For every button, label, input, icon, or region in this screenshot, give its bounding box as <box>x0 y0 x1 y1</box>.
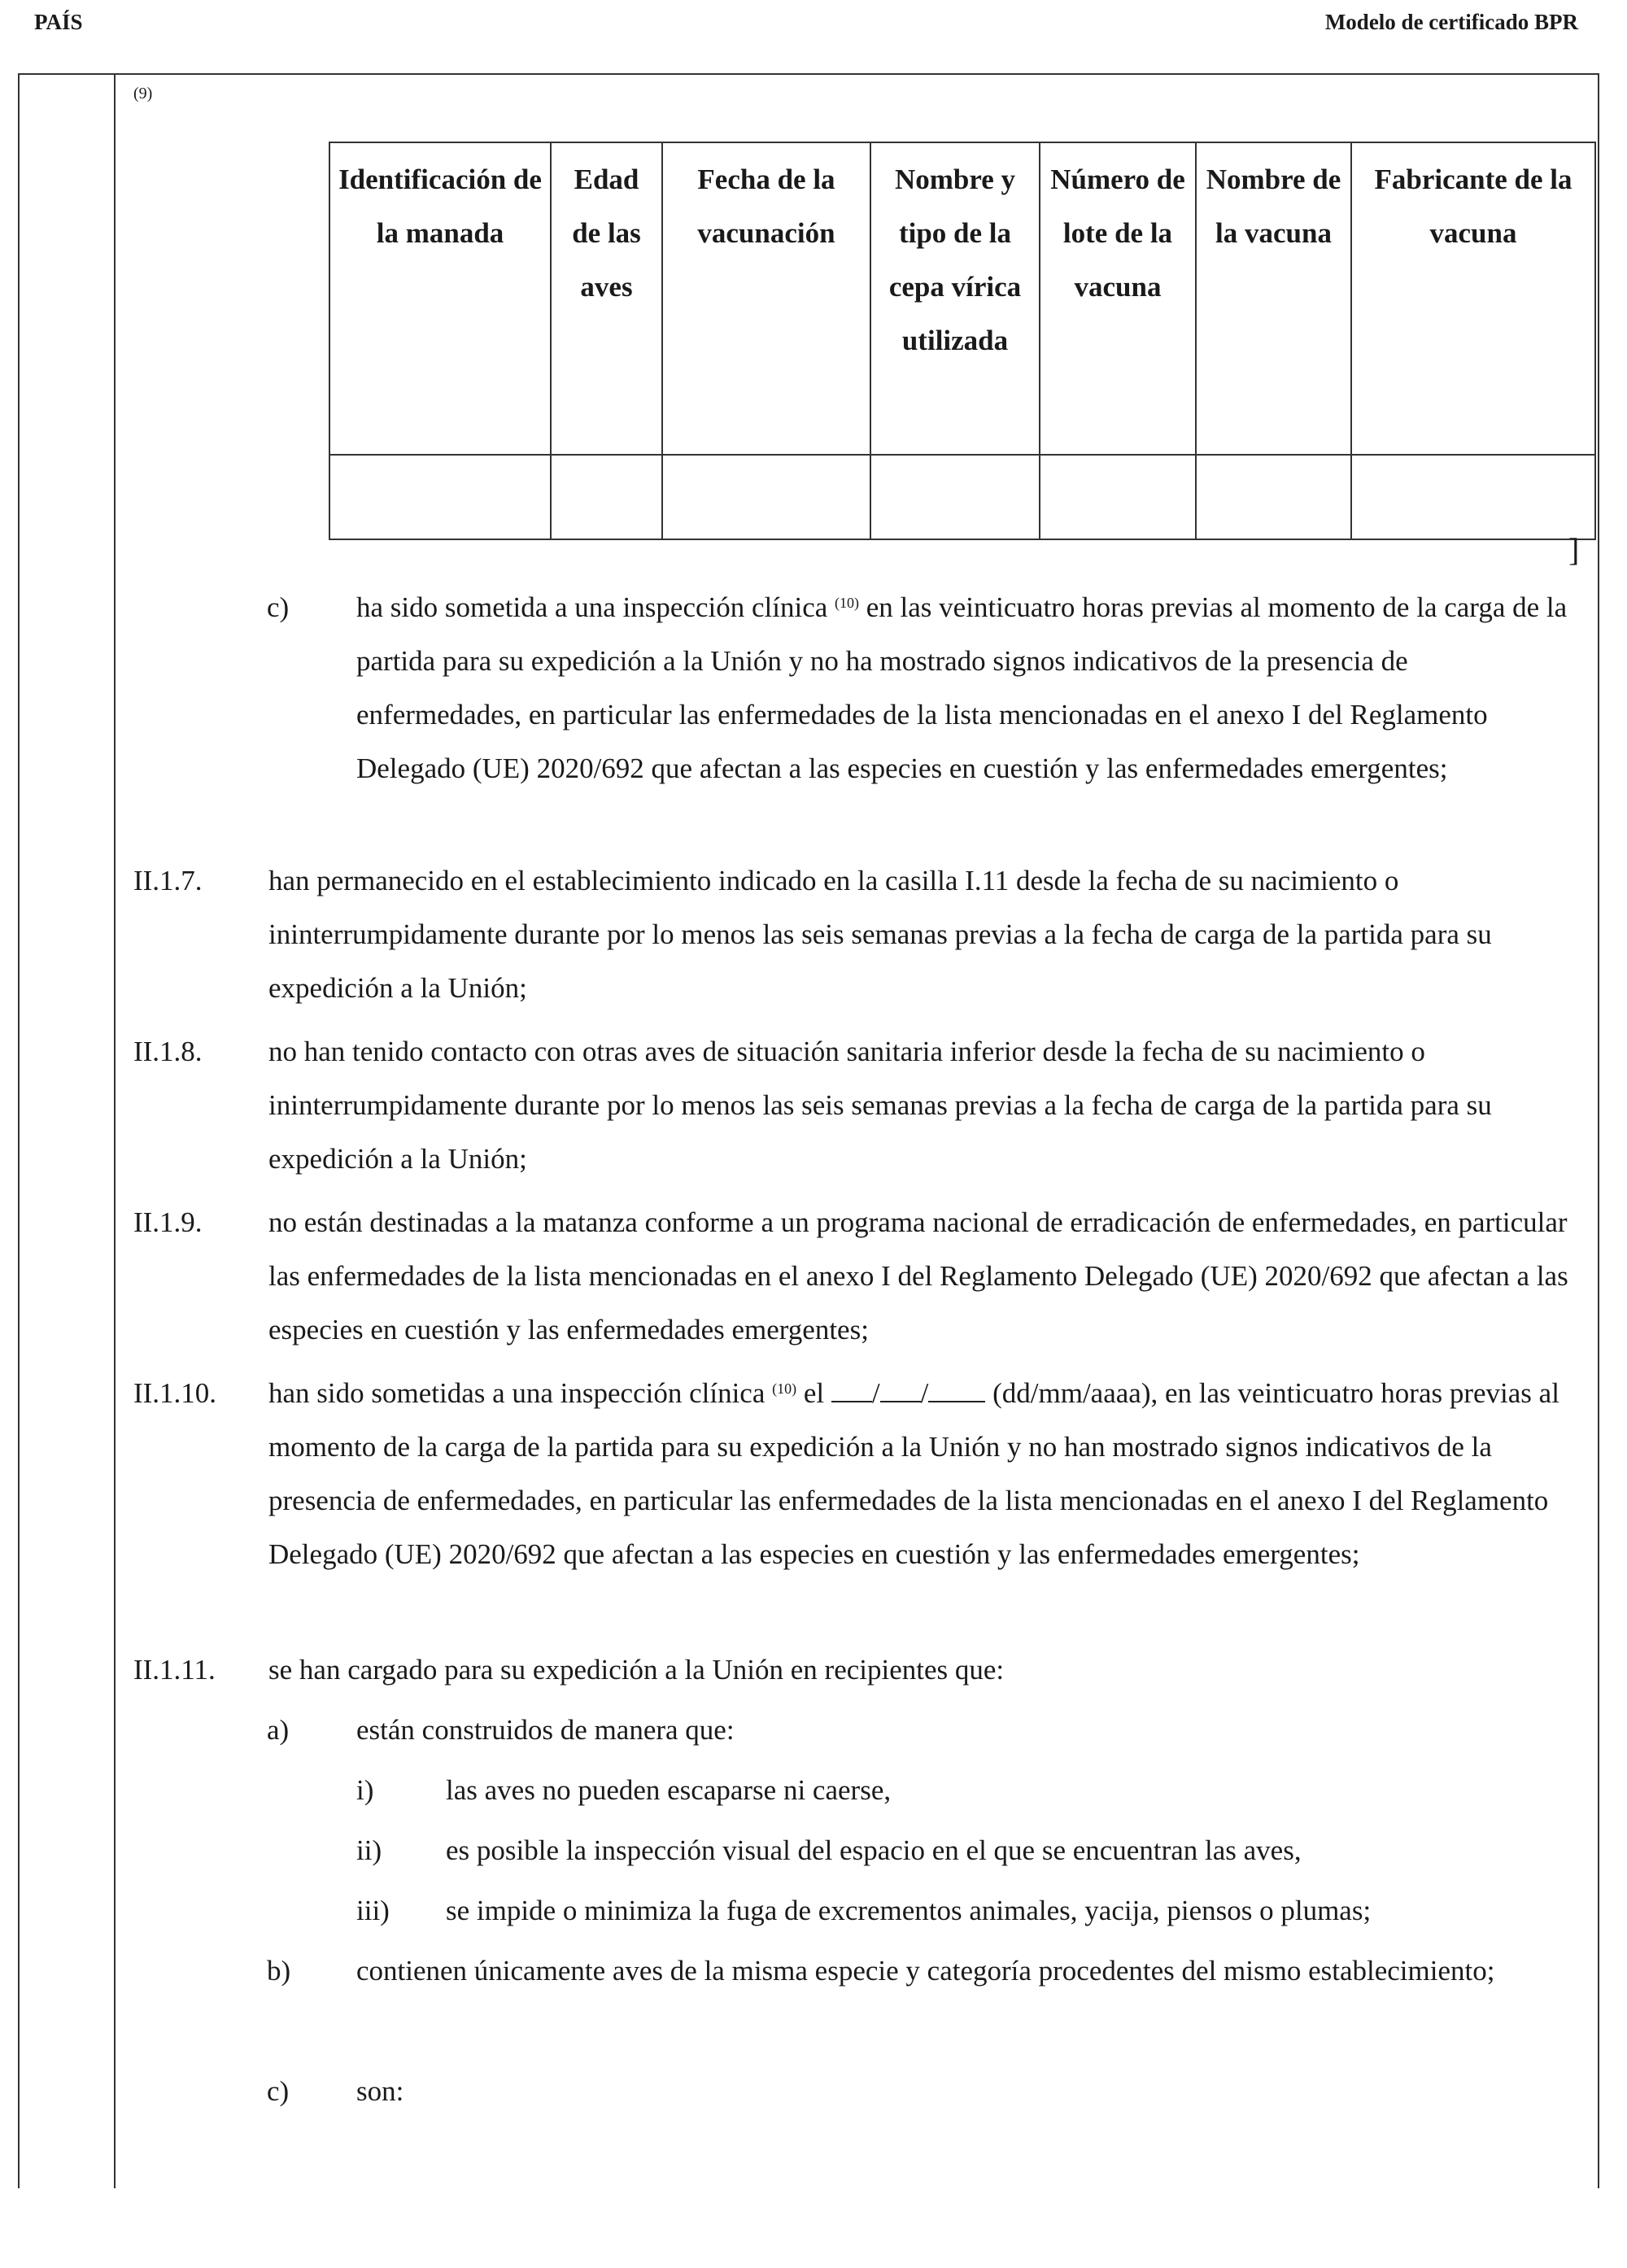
footnote-marker: (9) <box>133 85 153 102</box>
section-ii19-label: II.1.9. <box>133 1206 203 1238</box>
table-cell <box>551 455 662 539</box>
item-b-text: contienen únicamente aves de la misma especie y categoría procedentes del mismo establecimiento; <box>356 1955 1495 1987</box>
subitem-i-label: i) <box>356 1774 374 1806</box>
date-day-blank[interactable] <box>831 1376 872 1402</box>
item-c-text <box>356 581 1577 796</box>
table-header-row <box>329 142 1595 455</box>
subitem-iii-label: iii) <box>356 1895 390 1926</box>
col-header-vaccine-name: Nombre de la vacuna <box>1196 142 1351 455</box>
table-cell <box>1040 455 1196 539</box>
footnote-ref: (10) <box>772 1380 797 1397</box>
item-c-text-post: en las veinticuatro horas previas al momento de la carga de la partida para su expedición a la Unión y no ha mostrado signos indicativos de la presencia de enfermedades, en particular las enfermedades de la lista mencionadas en el anexo I del Reglamento Delegado (UE) 2020/692 que afectan a las especies en cuestión y las enfermedades emergentes; <box>356 591 1568 784</box>
section-ii18-text: no han tenido contacto con otras aves de situación sanitaria inferior desde la fecha de su nacimiento o ininterrumpidamente durante por lo menos las seis semanas previas a la fecha de carga de la partida para su expedición a la Unión; <box>268 1036 1492 1175</box>
date-separator: / <box>871 1377 880 1409</box>
header-model: Modelo de certificado BPR <box>1324 10 1578 34</box>
table-cell <box>329 455 551 539</box>
vaccination-table <box>329 142 1596 540</box>
table-row <box>329 455 1595 539</box>
inner-frame-line <box>114 73 116 2188</box>
subitem-ii-text: es posible la inspección visual del espacio en el que se encuentran las aves, <box>446 1834 1302 1866</box>
col-header-vaccination-date: Fecha de la vacunación <box>662 142 870 455</box>
header-country: PAÍS <box>34 10 83 34</box>
date-month-blank[interactable] <box>880 1376 921 1402</box>
section-ii18-label: II.1.8. <box>133 1036 203 1067</box>
right-frame-line <box>1598 73 1599 2188</box>
table-cell <box>870 455 1040 539</box>
subitem-ii-label: ii) <box>356 1834 382 1866</box>
item-c-text-pre: ha sido sometida a una inspección clínica <box>356 591 828 623</box>
col-header-bird-age: Edad de las aves <box>551 142 662 455</box>
page-marker: ] <box>1568 531 1580 568</box>
section-ii110-label: II.1.10. <box>133 1377 217 1409</box>
table-cell <box>1351 455 1595 539</box>
left-frame-line <box>18 73 20 2188</box>
item-b-label: b) <box>267 1955 291 1987</box>
item-a-text: están construidos de manera que: <box>356 1714 735 1746</box>
section-ii17-label: II.1.7. <box>133 865 203 896</box>
subitem-i-text: las aves no pueden escaparse ni caerse, <box>446 1774 892 1806</box>
table-cell <box>1196 455 1351 539</box>
section-ii110-pre: han sido sometidas a una inspección clínica <box>268 1377 766 1409</box>
section-ii111-text: se han cargado para su expedición a la Unión en recipientes que: <box>268 1654 1005 1686</box>
footnote-ref: (10) <box>835 595 860 611</box>
col-header-virus-strain: Nombre y tipo de la cepa vírica utilizada <box>870 142 1040 455</box>
subitem-iii-text: se impide o minimiza la fuga de excrementos animales, yacija, piensos o plumas; <box>446 1895 1372 1926</box>
col-header-batch-number: Número de lote de la vacuna <box>1040 142 1196 455</box>
top-rule <box>18 73 1599 75</box>
section-ii111-label: II.1.11. <box>133 1654 216 1686</box>
item-c2-text: son: <box>356 2075 404 2107</box>
col-header-flock-id: Identificación de la manada <box>329 142 551 455</box>
section-ii110-date-format: (dd/mm/aaaa), en las veinticuatro horas previas al momento de la carga de la partida para su expedición a la Unión y no han mostrado signos indicativos de la presencia de enfermedades, en particular las enfermedades de la lista mencionadas en el anexo I del Reglamento Delegado (UE) 2020/692 que afectan a las especies en cuestión y las enfermedades emergentes; <box>268 1377 1559 1570</box>
date-separator: / <box>920 1377 929 1409</box>
section-ii17-text: han permanecido en el establecimiento indicado en la casilla I.11 desde la fecha de su nacimiento o ininterrumpidamente durante por lo menos las seis semanas previas a la fecha de carga de la partida para su expedición a la Unión; <box>268 865 1492 1004</box>
table-cell <box>662 455 870 539</box>
section-ii110-mid: el <box>803 1377 825 1409</box>
date-year-blank[interactable] <box>928 1376 985 1402</box>
item-c2-label: c) <box>267 2075 290 2107</box>
col-header-manufacturer: Fabricante de la vacuna <box>1351 142 1595 455</box>
section-ii19-text: no están destinadas a la matanza conforme a un programa nacional de erradicación de enfermedades, en particular las enfermedades de la lista mencionadas en el anexo I del Reglamento Delegado (UE) 2020/692 que afectan a las especies en cuestión y las enfermedades emergentes; <box>268 1206 1568 1346</box>
section-ii110-text <box>268 1367 1586 1581</box>
item-a-label: a) <box>267 1714 290 1746</box>
item-c-label: c) <box>267 591 290 623</box>
